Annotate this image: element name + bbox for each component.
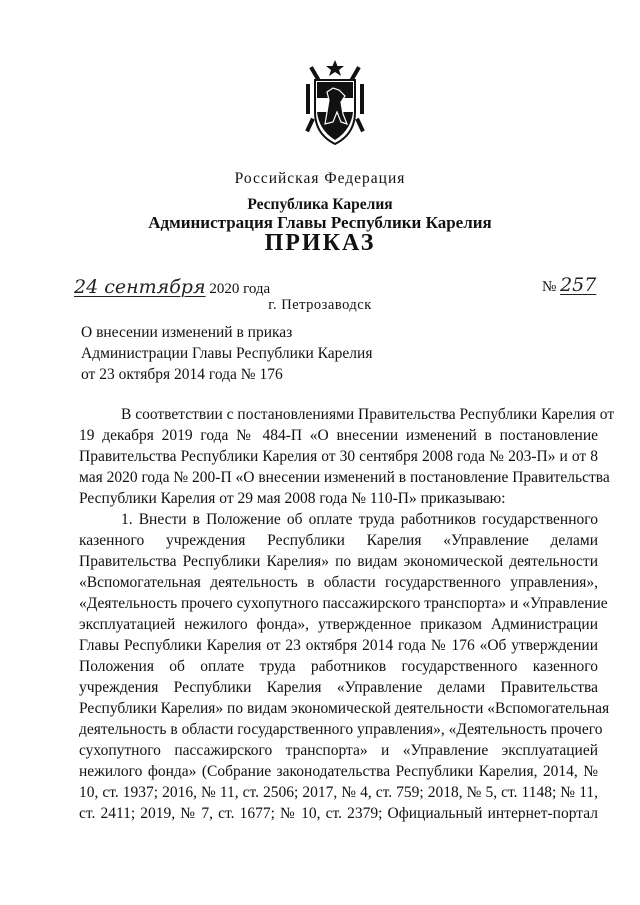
body-line: Республики Карелия от 29 мая 2008 года № 110-П» приказываю:: [79, 490, 506, 507]
body-line: деятельность в области государственного управления», «Деятельность прочего: [79, 721, 603, 738]
body-line: «Вспомогательная деятельность в области государственного управления»,: [79, 574, 598, 591]
country-name: Российская Федерация: [234, 170, 406, 187]
document-body: [79, 404, 615, 824]
body-line: эксплуатацией нежилого фонда», утвержденное приказом Администрации: [79, 616, 598, 633]
body-line: 1. Внести в Положение об оплате труда работников государственного: [121, 511, 598, 528]
body-line: «Деятельность прочего сухопутного пассажирского транспорта» и «Управление: [79, 595, 608, 612]
subject-line: от 23 октября 2014 года № 176: [81, 366, 283, 383]
administration-name: Администрация Главы Республики Карелия: [148, 213, 492, 232]
document-date: [74, 276, 270, 298]
city-name: г. Петрозаводск: [268, 297, 372, 313]
body-line: казенного учреждения Республики Карелия «Управление делами: [79, 532, 598, 549]
body-line: Правительства Республики Карелия» по видам экономической деятельности: [79, 553, 598, 570]
date-year: 2020 года: [209, 281, 271, 297]
number-prefix: №: [542, 279, 557, 295]
handwritten-date: 24 сентября: [74, 276, 206, 298]
body-line: Республики Карелия» по видам экономической деятельности «Вспомогательная: [79, 700, 610, 717]
republic-name: Республика Карелия: [247, 196, 393, 213]
body-line: Положения об оплате труда работников государственного казенного: [79, 658, 598, 675]
document-type-title: ПРИКАЗ: [264, 230, 376, 256]
subject-line: Администрации Главы Республики Карелия: [81, 345, 373, 362]
body-line: мая 2020 года № 200-П «О внесении изменений в постановление Правительства: [79, 469, 610, 486]
body-line: сухопутного пассажирского транспорта» и «Управление эксплуатацией: [79, 742, 598, 759]
body-line: 19 декабря 2019 года № 484-П «О внесении изменений в постановление: [79, 427, 598, 444]
body-line: нежилого фонда» (Собрание законодательства Республики Карелия, 2014, №: [79, 763, 598, 780]
body-line: 10, ст. 1937; 2016, № 11, ст. 2506; 2017, № 4, ст. 759; 2018, № 5, ст. 1148; № 11,: [79, 784, 598, 801]
karelia-coat-of-arms-emblem: [303, 60, 367, 146]
body-line: В соответствии с постановлениями Правительства Республики Карелия от: [121, 406, 615, 423]
subject-line: О внесении изменений в приказ: [81, 324, 293, 341]
document-subject: [81, 322, 372, 385]
body-line: учреждения Республики Карелия «Управление делами Правительства: [79, 679, 598, 696]
handwritten-number: 257: [560, 274, 597, 296]
document-number: [542, 274, 596, 296]
body-line: Главы Республики Карелия от 23 октября 2014 года № 176 «Об утверждении: [79, 637, 598, 654]
body-line: ст. 2411; 2019, № 7, ст. 1677; № 10, ст. 2379; Официальный интернет-портал: [79, 805, 598, 822]
body-line: Правительства Республики Карелия от 30 сентября 2008 года № 203-П» и от 8: [79, 448, 598, 465]
